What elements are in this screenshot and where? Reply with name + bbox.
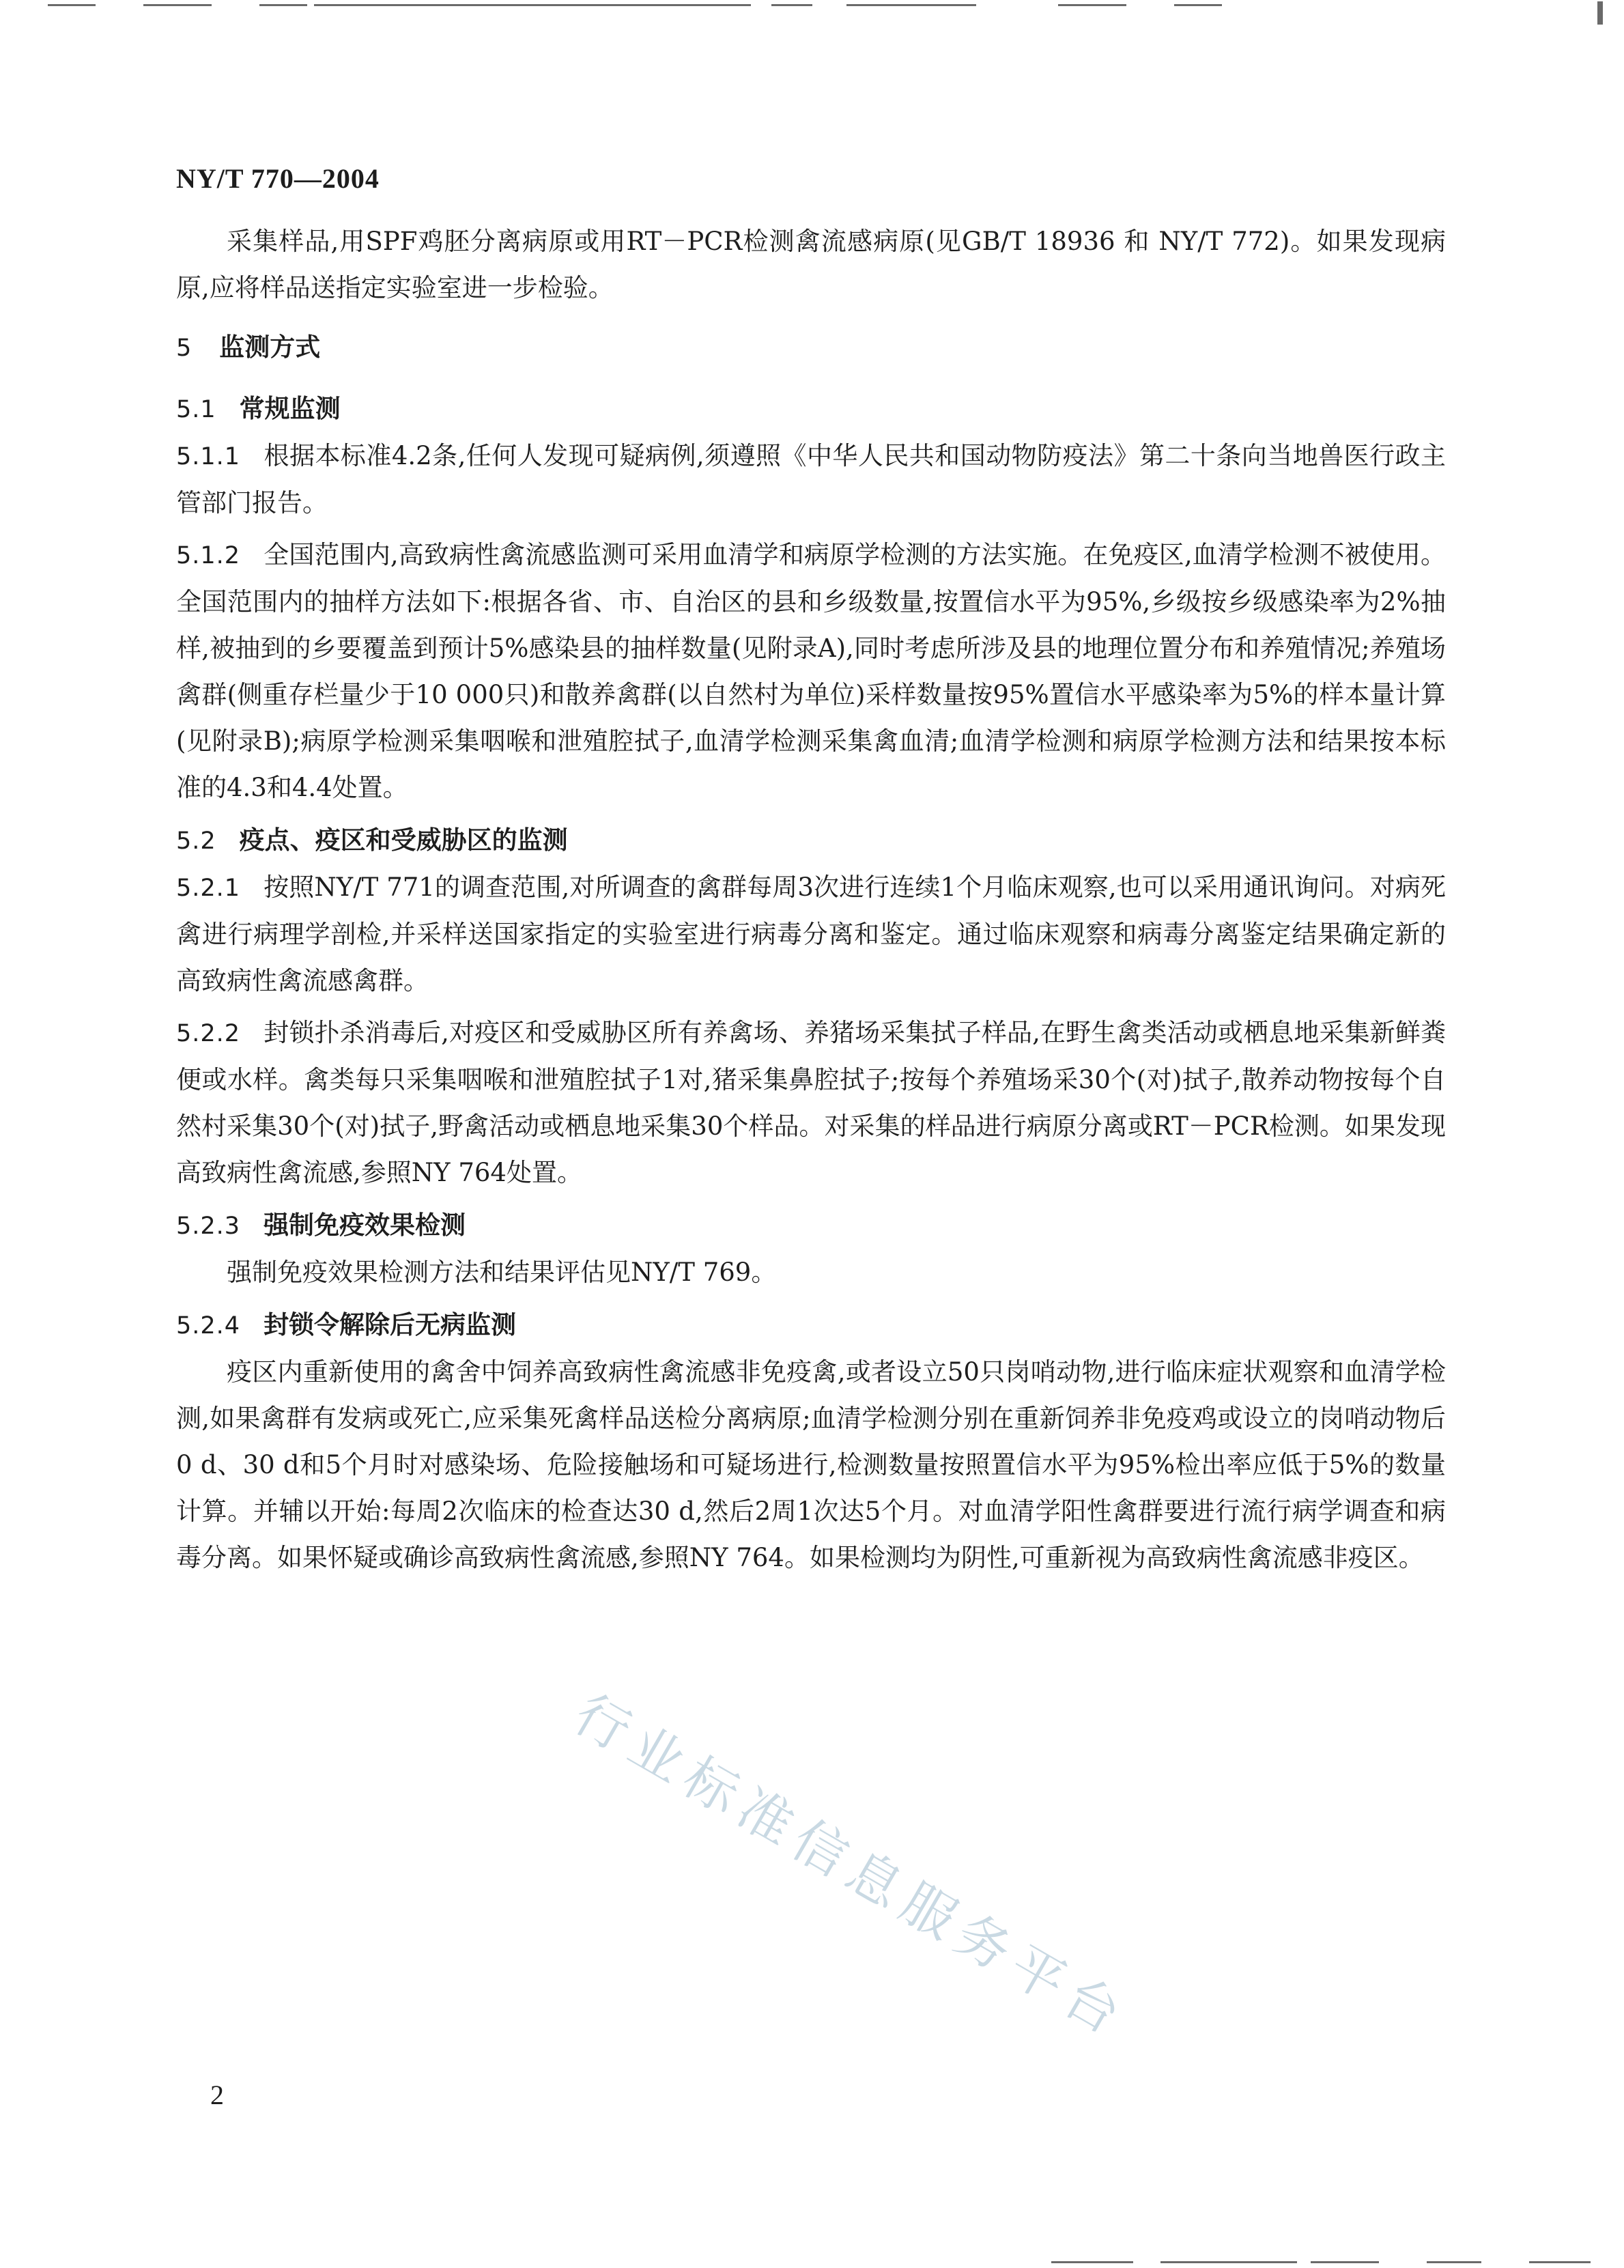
subsection-heading	[176, 385, 1446, 433]
scan-mark	[846, 4, 976, 6]
subsection-heading	[176, 817, 1446, 864]
section-title: 疫点、疫区和受威胁区的监测	[239, 825, 568, 855]
section-number: 5	[176, 335, 193, 362]
scan-mark	[143, 4, 212, 6]
subsection-heading	[176, 1202, 1446, 1249]
clause	[176, 433, 1446, 526]
section-number: 5.2.4	[176, 1312, 241, 1339]
section-number: 5.2	[176, 827, 216, 855]
clause-number: 5.2.1	[176, 875, 241, 902]
clause-number: 5.1.1	[176, 443, 241, 470]
clause-text: 全国范围内,高致病性禽流感监测可采用血清学和病原学检测的方法实施。在免疫区,血清学检测不被使用。全国范围内的抽样方法如下:根据各省、市、自治区的县和乡级数量,按置信水平为95%,乡级按乡级感染率为2%抽样,被抽到的乡要覆盖到预计5%感染县的抽样数量(见附录A),同时考虑所涉及县的地理位置分布和养殖情况;养殖场禽群(侧重存栏量少于10 000只)和散养禽群(以自然村为单位)采样数量按95%置信水平感染率为5%的样本量计算(见附录B);病原学检测采集咽喉和泄殖腔拭子,血清学检测采集禽血清;血清学检测和病原学检测方法和结果按本标准的4.3和4.4处置。	[176, 540, 1447, 802]
document-body	[176, 218, 1446, 1587]
paragraph: 强制免疫效果检测方法和结果评估见NY/T 769。	[227, 1258, 777, 1287]
clause-number: 5.2.2	[176, 1020, 241, 1047]
clause-text: 封锁扑杀消毒后,对疫区和受威胁区所有养禽场、养猪场采集拭子样品,在野生禽类活动或栖息地采集新鲜粪便或水样。禽类每只采集咽喉和泄殖腔拭子1对,猪采集鼻腔拭子;按每个养殖场采30个(对)拭子,散养动物按每个自然村采集30个(对)拭子,野禽活动或栖息地采集30个样品。对采集的样品进行病原分离或RT－PCR检测。如果发现高致病性禽流感,参照NY 764处置。	[176, 1018, 1446, 1187]
scan-mark	[1311, 2261, 1379, 2263]
scan-mark	[259, 4, 307, 6]
section-title: 常规监测	[239, 394, 341, 423]
standard-code: NY/T 770—2004	[176, 163, 380, 194]
clause-text: 按照NY/T 771的调查范围,对所调查的禽群每周3次进行连续1个月临床观察,也可以采用通讯询问。对病死禽进行病理学剖检,并采样送国家指定的实验室进行病毒分离和鉴定。通过临床观察和病毒分离鉴定结果确定新的高致病性禽流感禽群。	[176, 873, 1446, 995]
scan-mark	[1597, 1, 1603, 25]
scan-mark	[314, 4, 751, 6]
clause	[176, 532, 1446, 811]
section-number: 5.2.3	[176, 1213, 241, 1240]
clause-text: 根据本标准4.2条,任何人发现可疑病例,须遵照《中华人民共和国动物防疫法》第二十条向当地兽医行政主管部门报告。	[176, 441, 1446, 518]
clause-number: 5.1.2	[176, 542, 241, 569]
section-heading	[176, 324, 1446, 371]
clause	[176, 1010, 1446, 1196]
section-number: 5.1	[176, 396, 216, 423]
scan-mark	[1427, 2261, 1481, 2263]
scan-mark	[1058, 4, 1126, 6]
page-number: 2	[210, 2080, 224, 2110]
scan-mark	[1174, 4, 1222, 6]
watermark: 行业标准信息服务平台	[564, 1683, 1139, 2051]
clause	[176, 864, 1446, 1004]
paragraph: 采集样品,用SPF鸡胚分离病原或用RT－PCR检测禽流感病原(见GB/T 18936 和 NY/T 772)。如果发现病原,应将样品送指定实验室进一步检验。	[176, 227, 1446, 302]
section-title: 监测方式	[219, 332, 321, 362]
scan-mark	[1529, 2261, 1591, 2263]
subsection-heading	[176, 1301, 1446, 1349]
section-title: 强制免疫效果检测	[263, 1210, 466, 1240]
scan-mark	[1051, 2261, 1133, 2263]
scan-mark	[48, 4, 96, 6]
paragraph: 疫区内重新使用的禽舍中饲养高致病性禽流感非免疫禽,或者设立50只岗哨动物,进行临床症状观察和血清学检测,如果禽群有发病或死亡,应采集死禽样品送检分离病原;血清学检测分别在重新饲养非免疫鸡或设立的岗哨动物后0 d、30 d和5个月时对感染场、危险接触场和可疑场进行,检测数量按照置信水平为95%检出率应低于5%的数量计算。并辅以开始:每周2次临床的检查达30 d,然后2周1次达5个月。对血清学阳性禽群要进行流行病学调查和病毒分离。如果怀疑或确诊高致病性禽流感,参照NY 764。如果检测均为阴性,可重新视为高致病性禽流感非疫区。	[176, 1357, 1446, 1572]
scan-mark	[1160, 2261, 1297, 2263]
section-title: 封锁令解除后无病监测	[263, 1310, 517, 1339]
scan-mark	[771, 4, 812, 6]
